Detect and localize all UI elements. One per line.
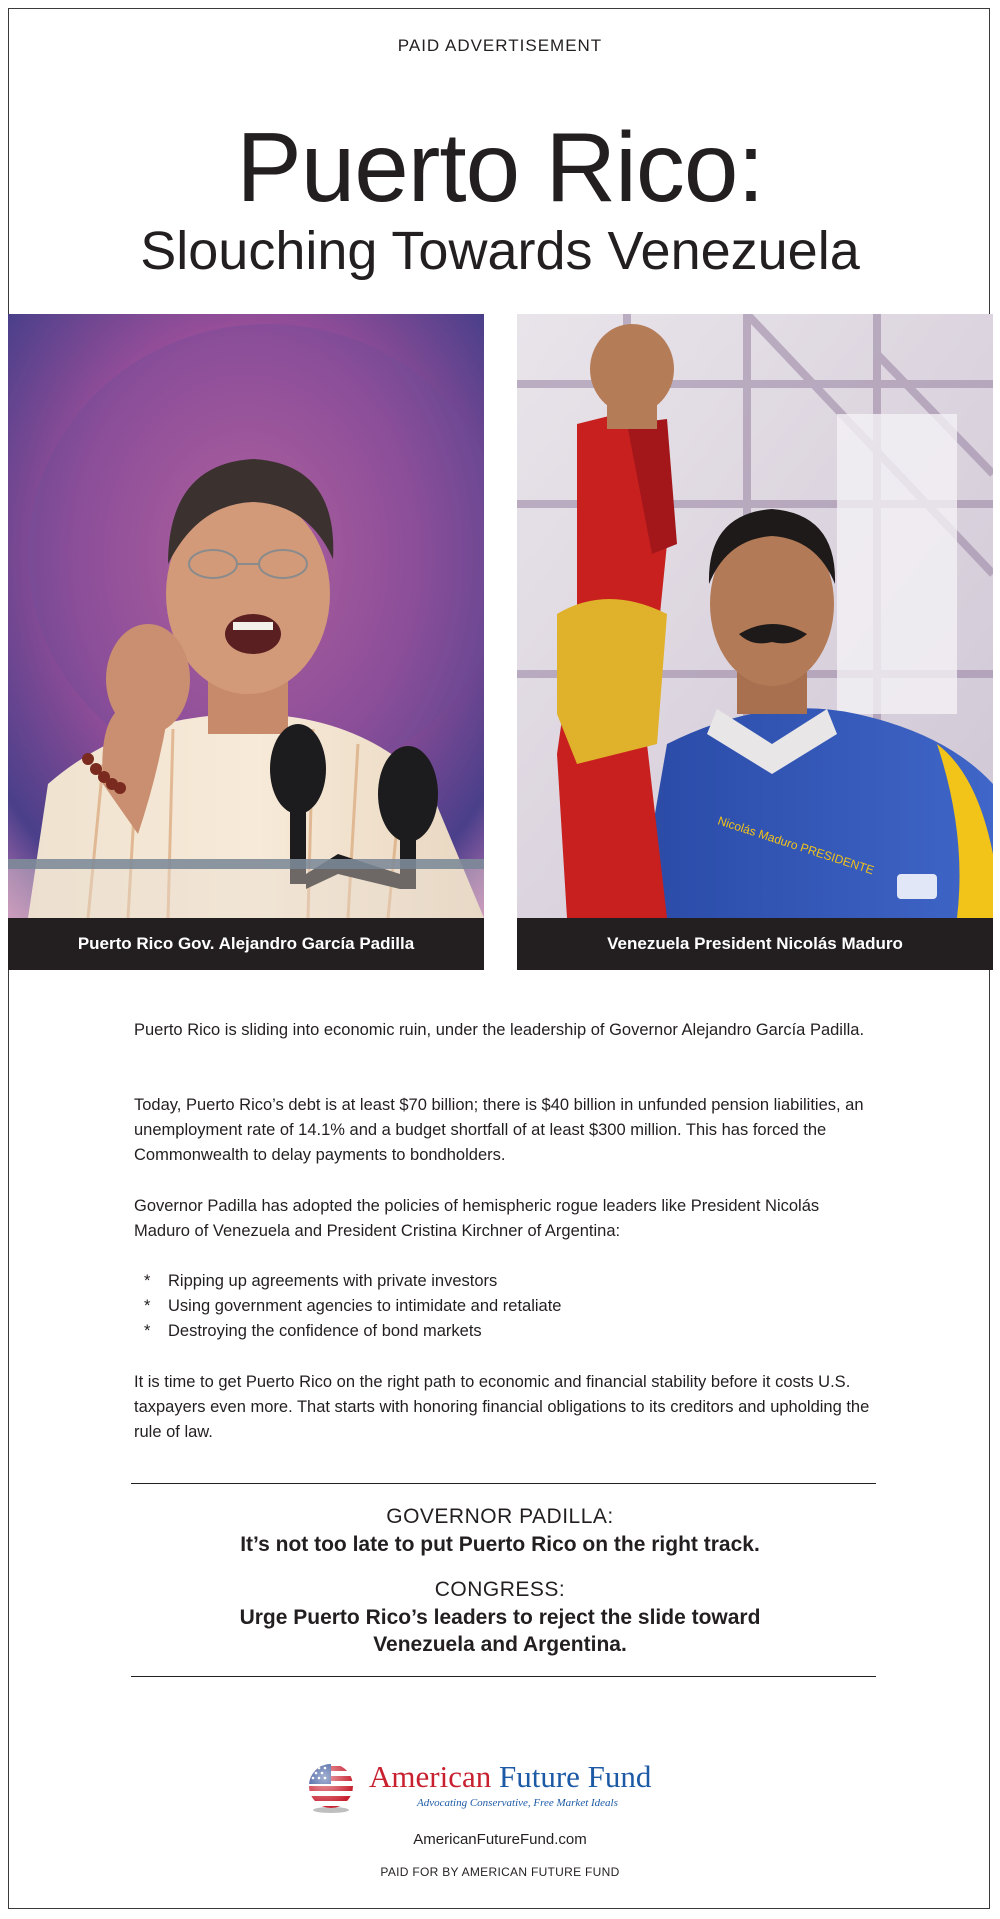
jacket-name-text: Nicolás Maduro PRESIDENTE <box>716 813 876 878</box>
caption-president: Venezuela President Nicolás Maduro <box>517 918 993 970</box>
cta-congress-message <box>0 1604 1000 1658</box>
paid-for-disclaimer: PAID FOR BY AMERICAN FUTURE FUND <box>380 1865 620 1879</box>
paragraph-intro: Puerto Rico is sliding into economic ruin, under the leadership of Governor Alejandro García Padilla. <box>134 1021 865 1039</box>
logo-word-future-fund: Future Fund <box>498 1759 652 1794</box>
paragraph-policies: Governor Padilla has adopted the policies of hemispheric rogue leaders like President Nicolás Maduro of Venezuela and President Cristina Kirchner of Argentina: <box>134 1197 820 1240</box>
bullet-text: Using government agencies to intimidate and retaliate <box>168 1297 562 1315</box>
cta-congress-line-2: Venezuela and Argentina. <box>373 1633 627 1656</box>
website-text: AmericanFutureFund.com <box>413 1831 587 1848</box>
flag-ball-icon <box>307 1762 355 1814</box>
bullet-marker: * <box>144 1297 151 1315</box>
headline: Puerto Rico: <box>236 112 764 222</box>
subheadline: Slouching Towards Venezuela <box>140 221 860 281</box>
list-item <box>134 1319 874 1344</box>
logo-word-american: American <box>369 1759 492 1794</box>
photo-governor-padilla <box>8 314 484 918</box>
divider-top <box>131 1483 876 1484</box>
caption-governor: Puerto Rico Gov. Alejandro García Padilla <box>8 918 484 970</box>
policy-bullet-list <box>134 1269 874 1344</box>
photo-president-maduro <box>517 314 993 918</box>
paragraph-conclusion: It is time to get Puerto Rico on the right path to economic and financial stability before it costs U.S. taxpayers even more. That starts with honoring financial obligations to its creditors and upholding the rule of law. <box>134 1373 870 1441</box>
paid-advertisement-label: PAID ADVERTISEMENT <box>397 36 603 55</box>
bullet-text: Ripping up agreements with private investors <box>168 1272 498 1290</box>
cta-governor-label: GOVERNOR PADILLA: <box>386 1505 614 1528</box>
bullet-marker: * <box>144 1322 151 1340</box>
bullet-marker: * <box>144 1272 151 1290</box>
cta-congress-label: CONGRESS: <box>434 1578 566 1601</box>
bullet-text: Destroying the confidence of bond markets <box>168 1322 482 1340</box>
cta-congress-line-1: Urge Puerto Rico’s leaders to reject the slide toward <box>239 1606 761 1629</box>
cta-governor-message: It’s not too late to put Puerto Rico on the right track. <box>240 1533 760 1556</box>
american-future-fund-logo <box>305 1760 705 1820</box>
list-item <box>134 1294 874 1319</box>
list-item <box>134 1269 874 1294</box>
logo-wordmark <box>369 1760 651 1794</box>
logo-tagline: Advocating Conservative, Free Market Ideals <box>417 1797 618 1809</box>
paragraph-debt: Today, Puerto Rico’s debt is at least $70 billion; there is $40 billion in unfunded pension liabilities, an unemployment rate of 14.1% and a budget shortfall of at least $300 million. This has forced the Commonwealth to delay payments to bondholders. <box>134 1096 864 1164</box>
divider-bottom <box>131 1676 876 1677</box>
